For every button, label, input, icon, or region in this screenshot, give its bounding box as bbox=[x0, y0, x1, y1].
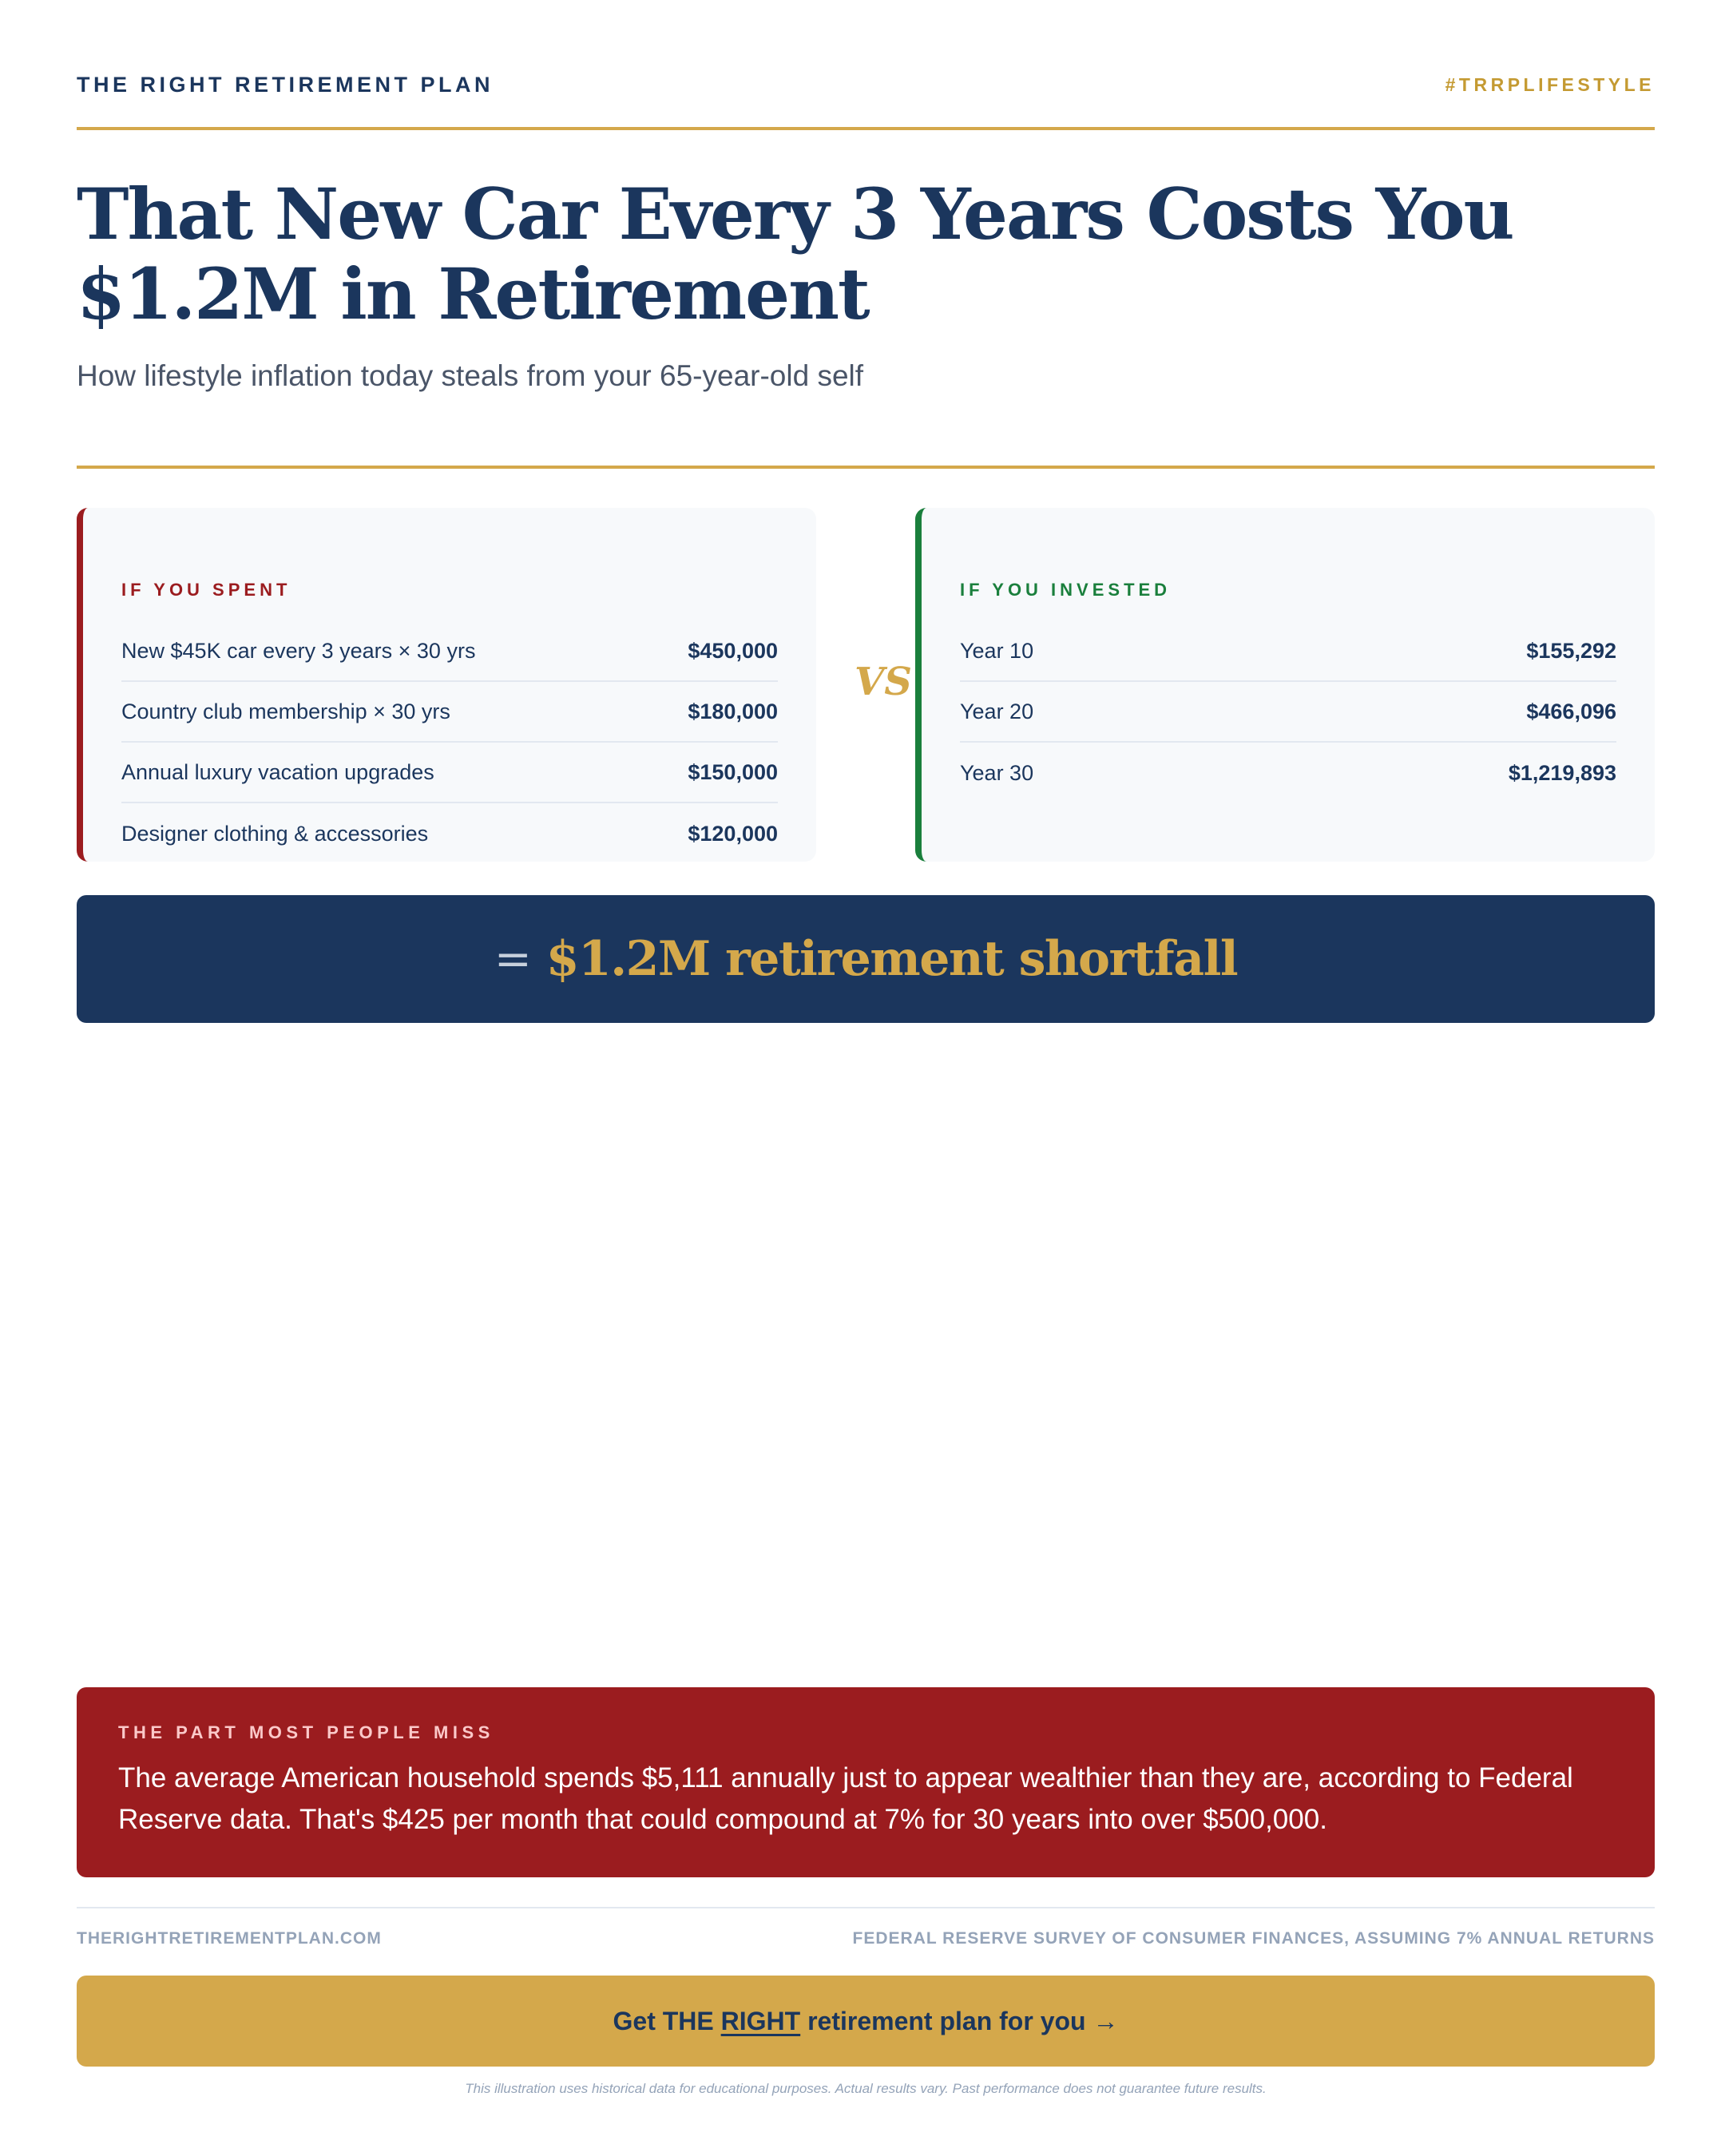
invested-item: Year 30 bbox=[960, 760, 1034, 785]
invested-card-label: IF YOU INVESTED bbox=[960, 580, 1172, 600]
invested-row bbox=[960, 621, 1616, 682]
website-link[interactable]: THERIGHTRETIREMENTPLAN.COM bbox=[77, 1929, 382, 1948]
callout-label: THE PART MOST PEOPLE MISS bbox=[118, 1722, 494, 1742]
invested-value: $1,219,893 bbox=[1508, 760, 1616, 785]
spent-row bbox=[121, 743, 778, 803]
page-subtitle: How lifestyle inflation today steals from your 65-year-old self bbox=[77, 359, 864, 392]
spent-value: $180,000 bbox=[688, 699, 778, 723]
spent-item: Country club membership × 30 yrs bbox=[121, 699, 450, 723]
header bbox=[77, 70, 1655, 99]
invested-value: $466,096 bbox=[1526, 699, 1616, 723]
page-title: That New Car Every 3 Years Costs You $1.2M in Retirement bbox=[77, 172, 1513, 335]
spent-value: $150,000 bbox=[688, 759, 778, 784]
cta-prefix: Get THE bbox=[613, 2006, 721, 2035]
cta-emphasis: RIGHT bbox=[720, 2006, 801, 2035]
shortfall-text: $1.2M retirement shortfall bbox=[545, 931, 1238, 987]
invested-value: $155,292 bbox=[1526, 638, 1616, 663]
spent-value: $120,000 bbox=[688, 821, 778, 846]
spent-card bbox=[77, 508, 816, 862]
arrow-right-icon: → bbox=[1092, 2006, 1119, 2035]
footer-divider bbox=[77, 1907, 1655, 1908]
invested-card bbox=[915, 508, 1655, 862]
invested-row bbox=[960, 743, 1616, 803]
spent-item: Designer clothing & accessories bbox=[121, 821, 429, 846]
spent-row bbox=[121, 621, 778, 682]
callout-body: The average American household spends $5,111 annually just to appear wealthier than they are, according to Federal Reserve data. That's $425 per month that could compound at 7% for 30 years into over $500,000. bbox=[118, 1762, 1573, 1835]
page bbox=[77, 0, 1655, 2156]
footer-row bbox=[77, 1929, 1655, 1948]
data-source: FEDERAL RESERVE SURVEY OF CONSUMER FINANCES, ASSUMING 7% ANNUAL RETURNS bbox=[852, 1929, 1655, 1948]
spent-item: New $45K car every 3 years × 30 yrs bbox=[121, 638, 476, 663]
cta-suffix: retirement plan for you bbox=[800, 2006, 1086, 2035]
spent-value: $450,000 bbox=[688, 638, 778, 663]
spent-row bbox=[121, 803, 778, 864]
spent-row bbox=[121, 682, 778, 743]
vs-label: VS bbox=[855, 660, 912, 704]
brand-name: THE RIGHT RETIREMENT PLAN bbox=[77, 72, 494, 97]
equals-sign: = bbox=[494, 933, 532, 985]
invested-item: Year 20 bbox=[960, 699, 1034, 723]
hashtag: #TRRPLIFESTYLE bbox=[1445, 73, 1655, 95]
invested-row bbox=[960, 682, 1616, 743]
gold-divider-mid bbox=[77, 466, 1655, 469]
cta-button[interactable] bbox=[77, 1976, 1655, 2067]
spent-item: Annual luxury vacation upgrades bbox=[121, 759, 434, 784]
gold-divider-top bbox=[77, 127, 1655, 130]
shortfall-banner bbox=[77, 895, 1655, 1023]
insight-callout bbox=[77, 1687, 1655, 1877]
disclaimer: This illustration uses historical data for educational purposes. Actual results vary. Past performance does not guarantee future results. bbox=[465, 2081, 1267, 2096]
spent-card-label: IF YOU SPENT bbox=[121, 580, 291, 600]
invested-item: Year 10 bbox=[960, 638, 1034, 663]
